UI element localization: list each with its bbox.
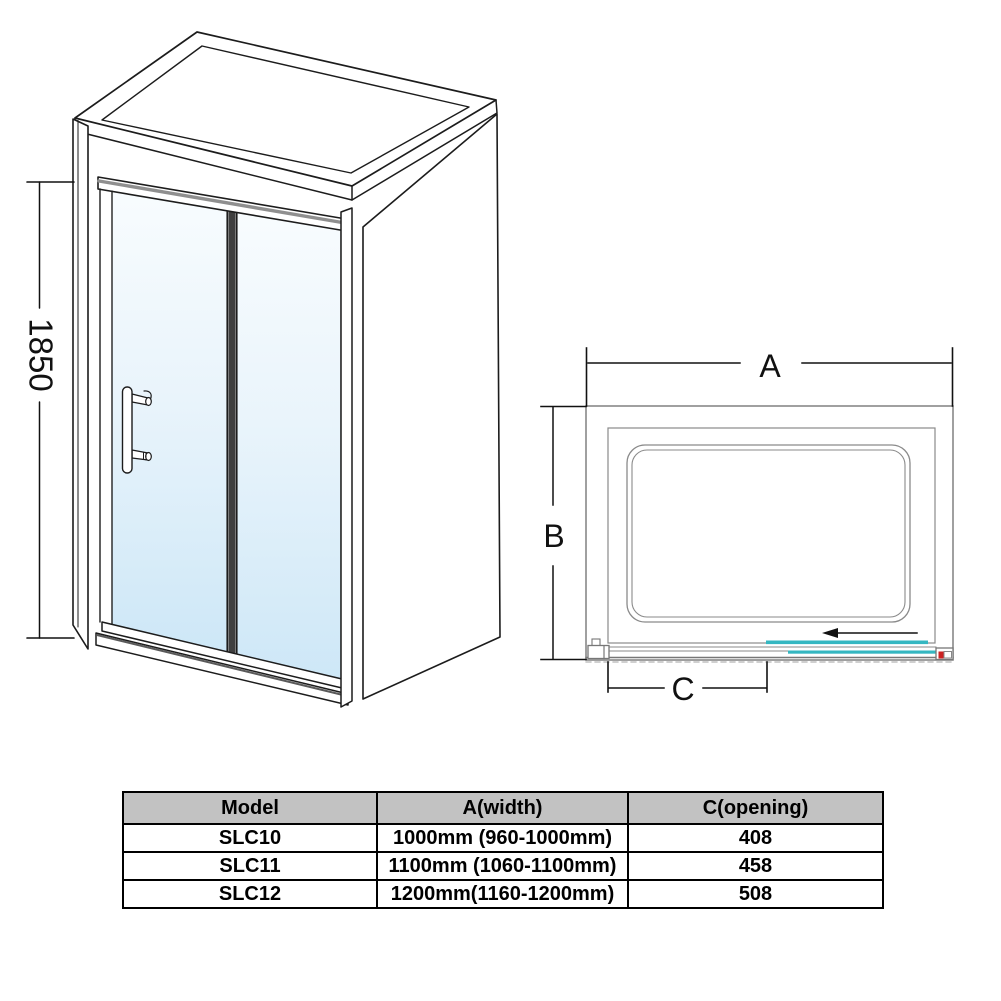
opening-dimension-c (608, 662, 767, 707)
table-row (123, 880, 883, 908)
roller-marker-red (939, 652, 944, 659)
handle-peg-bottom-cap (146, 453, 152, 461)
header-c-opening: C(opening) (628, 792, 883, 824)
door-divider-bar (229, 212, 236, 654)
plan-view (541, 348, 953, 707)
height-dimension-label: 1850 (22, 318, 60, 392)
spec-table-container (122, 791, 882, 909)
cell-model: SLC12 (123, 880, 377, 908)
isometric-view (23, 32, 501, 707)
table-row (123, 852, 883, 880)
side-wall-panel (363, 114, 500, 699)
dim-c-label: C (671, 671, 695, 707)
dim-a-label: A (759, 348, 781, 384)
left-wall-profile (73, 119, 88, 649)
handle-bar (123, 387, 133, 473)
glass-panel-fixed-line (766, 641, 928, 645)
width-dimension-a (587, 348, 953, 406)
cell-model: SLC10 (123, 824, 377, 852)
dim-b-label: B (543, 518, 565, 554)
cell-c-opening: 408 (628, 824, 883, 852)
height-dimension (23, 182, 75, 638)
glass-panel-sliding-line (788, 651, 938, 654)
cell-model: SLC11 (123, 852, 377, 880)
cell-a-width: 1000mm (960-1000mm) (377, 824, 628, 852)
cell-a-width: 1100mm (1060-1100mm) (377, 852, 628, 880)
door-jamb-right (341, 208, 352, 707)
wall-bracket-left (588, 646, 609, 659)
table-header-row (123, 792, 883, 824)
cell-c-opening: 508 (628, 880, 883, 908)
header-a-width: A(width) (377, 792, 628, 824)
wall-bracket-right-notch (944, 652, 952, 659)
header-model: Model (123, 792, 377, 824)
depth-dimension-b (541, 407, 586, 660)
cell-c-opening: 458 (628, 852, 883, 880)
spec-table (122, 791, 884, 909)
glass-panel-right (237, 212, 341, 684)
table-row (123, 824, 883, 852)
cell-a-width: 1200mm(1160-1200mm) (377, 880, 628, 908)
